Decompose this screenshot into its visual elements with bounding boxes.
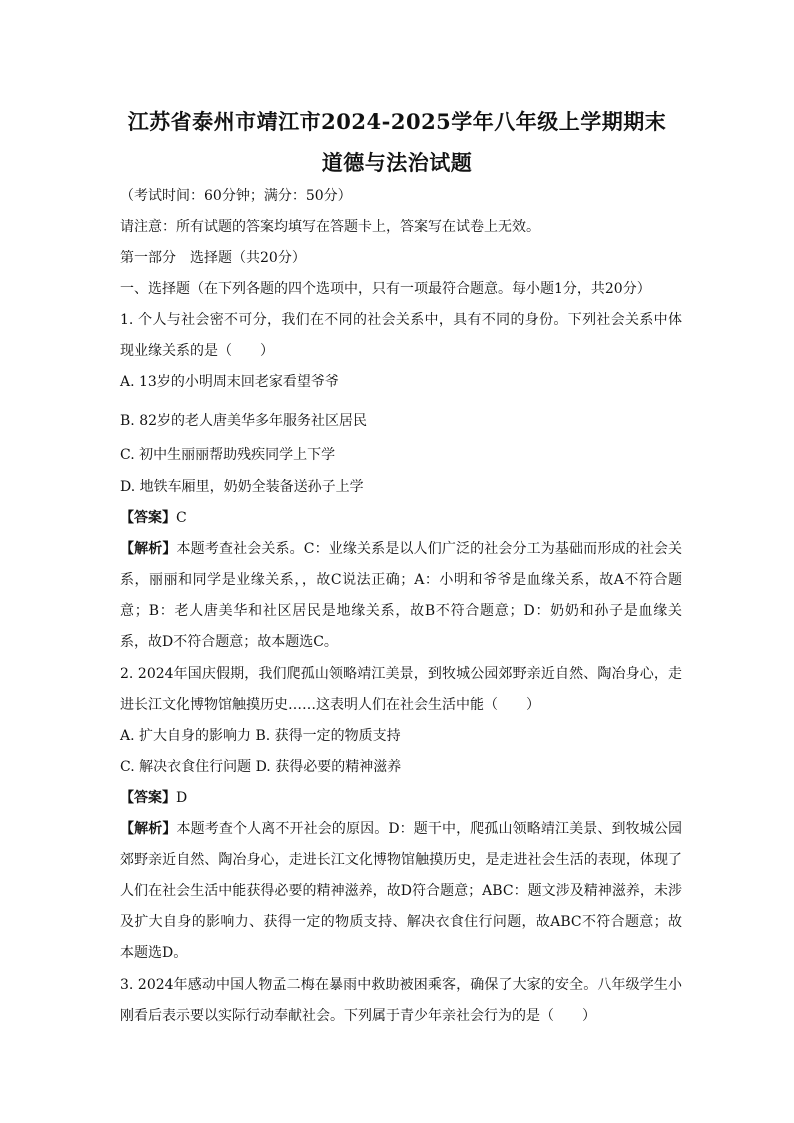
exam-info: （考试时间：60分钟；满分：50分） <box>120 188 352 204</box>
question-option: C. 解决衣食住行问题 D. 获得必要的精神滋养 <box>120 759 402 775</box>
analysis-text: 本题考查社会关系。C：业缘关系是以人们广泛的社会分工为基础而形成的社会关系，丽丽和同学是业缘关系，，故C说法正确；A：小明和爷爷是血缘关系，故A不符合题意；B：老人唐美华和社区居民是地缘关系，故B不符合题意；D：奶奶和孙子是血缘关系，故D不符合题意；故本题选C。 <box>120 541 682 650</box>
question-option: B. 82岁的老人唐美华多年服务社区居民 <box>120 413 368 429</box>
document-subtitle: 道德与法治试题 <box>321 150 473 175</box>
question-option: A. 扩大自身的影响力 B. 获得一定的物质支持 <box>120 728 401 744</box>
answer-tag: 【答案】 <box>120 790 176 806</box>
question-option: C. 初中生丽丽帮助残疾同学上下学 <box>120 447 336 463</box>
question-stem: 3. 2024年感动中国人物孟二梅在暴雨中救助被困乘客，确保了大家的安全。八年级学生小刚看后表示要以实际行动奉献社会。下列属于青少年亲社会行为的是（ ） <box>120 977 682 1024</box>
analysis-tag: 【解析】 <box>120 821 177 837</box>
section-heading: 一、选择题（在下列各题的四个选项中，只有一项最符合题意。每小题1分，共20分） <box>120 281 651 297</box>
answer-line <box>120 789 680 807</box>
notice: 请注意：所有试题的答案均填写在答题卡上，答案写在试卷上无效。 <box>120 219 540 235</box>
answer-line <box>120 509 680 527</box>
document-title: 江苏省泰州市靖江市2024-2025学年八年级上学期期末 <box>127 109 667 134</box>
analysis-text: 本题考查个人离不开社会的原因。D：题干中，爬孤山领略靖江美景、到牧城公园郊野亲近自然、陶冶身心，走进长江文化博物馆触摸历史，是走进社会生活的表现，体现了人们在社会生活中能获得必要的精神滋养，故D符合题意；ABC：题文涉及精神滋养，未涉及扩大自身的影响力、获得一定的物质支持、解决衣食住行问题，故ABC不符合题意；故本题选D。 <box>120 821 682 961</box>
question-stem: 2. 2024年国庆假期，我们爬孤山领略靖江美景，到牧城公园郊野亲近自然、陶冶身心，走进长江文化博物馆触摸历史……这表明人们在社会生活中能（ ） <box>120 666 682 713</box>
answer-value: D <box>176 790 188 806</box>
question-option: D. 地铁车厢里，奶奶全装备送孙子上学 <box>120 479 364 495</box>
answer-value: C <box>176 510 187 526</box>
analysis-paragraph <box>120 814 682 969</box>
analysis-paragraph <box>120 534 682 658</box>
answer-tag: 【答案】 <box>120 510 176 526</box>
question-option: A. 13岁的小明周末回老家看望爷爷 <box>120 374 339 390</box>
part-heading: 第一部分 选择题（共20分） <box>120 250 306 266</box>
analysis-tag: 【解析】 <box>120 541 177 557</box>
question-stem: 1. 个人与社会密不可分，我们在不同的社会关系中，具有不同的身份。下列社会关系中体现业缘关系的是（ ） <box>120 312 682 359</box>
